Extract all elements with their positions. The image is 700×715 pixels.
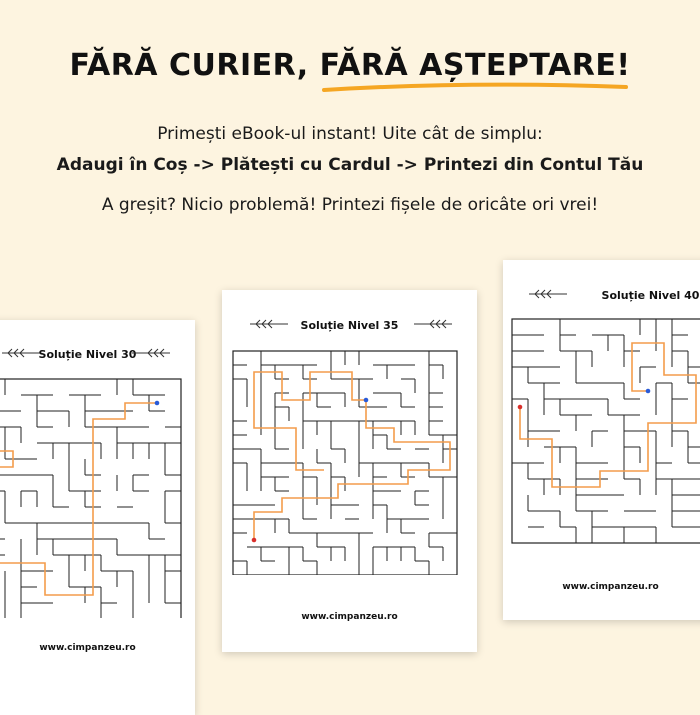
start-dot xyxy=(252,538,257,543)
laurel-right-icon xyxy=(130,347,172,359)
end-dot xyxy=(646,389,651,394)
headline-part2: FĂRĂ AȘTEPTARE! xyxy=(319,48,631,83)
sheet-footer: www.cimpanzeu.ro xyxy=(562,582,659,592)
headline xyxy=(0,48,700,83)
maze-walls xyxy=(233,351,457,575)
maze-grid xyxy=(511,318,700,553)
sheet-title: Soluție Nivel 30 xyxy=(38,348,137,361)
headline-part1: FĂRĂ CURIER, xyxy=(69,48,320,83)
solution-path xyxy=(254,372,450,540)
maze-grid xyxy=(0,378,183,618)
steps-text: Adaugi în Coș -> Plătești cu Cardul -> Printezi din Contul Tău xyxy=(56,155,644,175)
sheet-title: Soluție Nivel 35 xyxy=(300,319,399,332)
headline-highlight xyxy=(320,48,631,83)
maze-walls xyxy=(0,379,181,618)
solution-path xyxy=(0,403,157,595)
sheet-footer: www.cimpanzeu.ro xyxy=(39,643,136,653)
intro-text: Primești eBook-ul instant! Uite cât de simplu: xyxy=(157,124,543,144)
end-dot xyxy=(155,401,160,406)
brush-underline xyxy=(320,79,630,95)
laurel-right-icon xyxy=(412,318,454,330)
sheet-footer: www.cimpanzeu.ro xyxy=(301,612,398,622)
start-dot xyxy=(518,405,523,410)
sheet-title: Soluție Nivel 40 xyxy=(601,289,700,302)
maze-sheet-nivel-35 xyxy=(222,290,477,652)
maze-sheet-nivel-40 xyxy=(503,260,700,620)
maze-walls xyxy=(512,319,700,543)
end-dot xyxy=(364,398,369,403)
maze-grid xyxy=(232,350,465,575)
maze-sheet-nivel-30 xyxy=(0,320,195,715)
reassurance-text: A greșit? Nicio problemă! Printezi fișele de oricâte ori vrei! xyxy=(101,195,599,215)
